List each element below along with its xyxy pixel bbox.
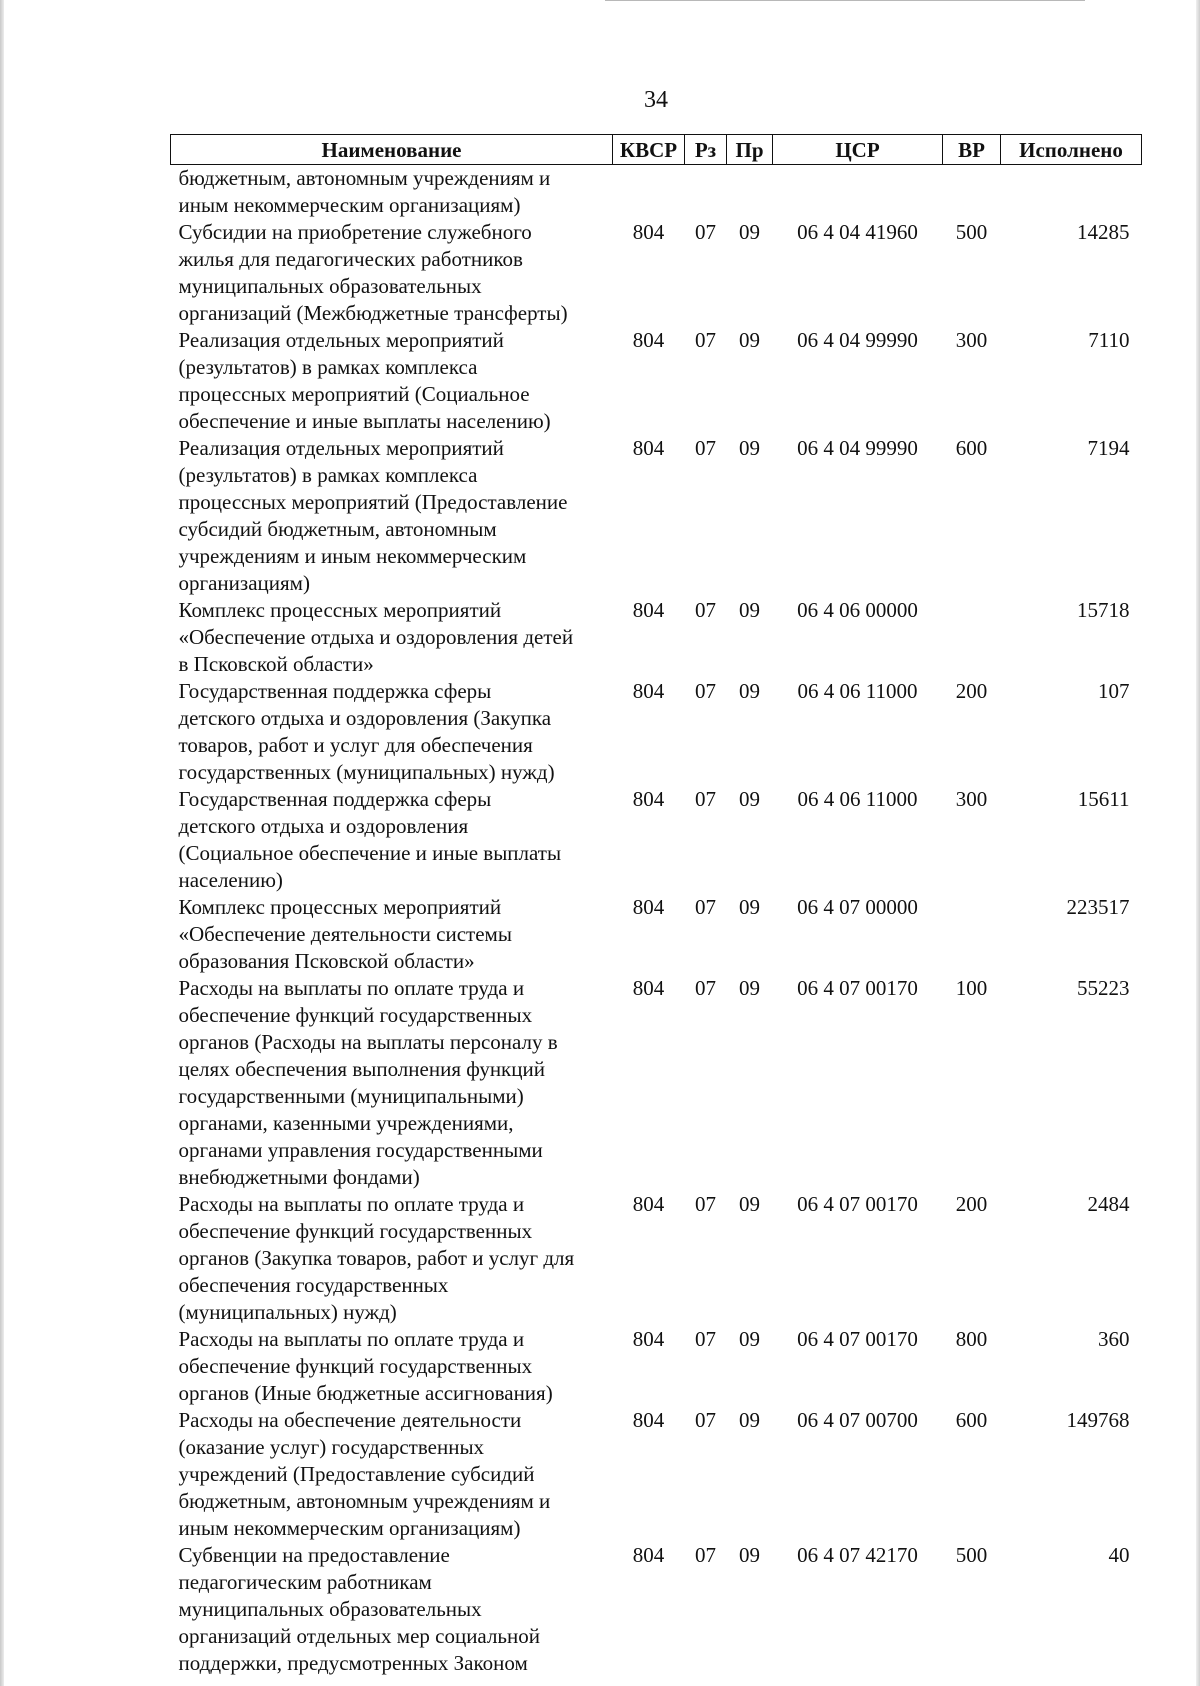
cell-rz: 07 — [695, 1408, 716, 1432]
name-line: жилья для педагогических работников — [178, 247, 523, 271]
name-line: органами управления государственными — [178, 1138, 543, 1162]
scan-top-line — [605, 0, 1085, 1]
scan-edge-left — [0, 0, 4, 1686]
name-line: субсидий бюджетным, автономным — [178, 517, 497, 541]
table-row — [171, 435, 1142, 597]
cell-vr — [943, 597, 1001, 678]
cell-vr — [943, 894, 1001, 975]
table-row — [171, 1407, 1142, 1542]
cell-kvsr: 804 — [632, 328, 665, 352]
name-line: «Обеспечение отдыха и оздоровления детей — [178, 625, 574, 649]
table-row — [171, 786, 1142, 894]
name-line: обеспечения государственных — [178, 1273, 449, 1297]
scan-edge-right — [1196, 0, 1200, 1686]
name-line: (результатов) в рамках комплекса — [178, 463, 478, 487]
cell-name — [171, 975, 613, 1191]
name-line: Расходы на выплаты по оплате труда и — [178, 976, 525, 1000]
name-line: Реализация отдельных мероприятий — [178, 436, 504, 460]
cell-rz: 07 — [695, 1192, 716, 1216]
cell-csr: 06 4 07 00170 — [797, 1327, 918, 1351]
cell-name — [171, 786, 613, 894]
cell-vr: 500 — [955, 220, 988, 244]
name-line: процессных мероприятий (Социальное — [178, 382, 530, 406]
cell-vr: 200 — [955, 679, 988, 703]
table-row — [171, 894, 1142, 975]
cell-rz: 07 — [695, 895, 716, 919]
cell-pr: 09 — [739, 598, 760, 622]
cell-pr: 09 — [739, 1543, 760, 1567]
name-line: учреждений (Предоставление субсидий — [178, 1462, 535, 1486]
cell-kvsr: 804 — [632, 895, 665, 919]
cell-pr: 09 — [739, 787, 760, 811]
cell-csr: 06 4 07 00700 — [797, 1408, 918, 1432]
cell-rz: 07 — [695, 1327, 716, 1351]
name-line: Государственная поддержка сферы — [178, 679, 492, 703]
cell-executed: 40 — [1108, 1543, 1130, 1567]
cell-kvsr: 804 — [632, 598, 665, 622]
cell-executed: 55223 — [1077, 976, 1130, 1000]
cell-pr: 09 — [739, 1192, 760, 1216]
cell-vr — [943, 165, 1001, 220]
name-line: Расходы на выплаты по оплате труда и — [178, 1192, 525, 1216]
cell-name — [171, 1407, 613, 1542]
cell-kvsr: 804 — [632, 1543, 665, 1567]
cell-csr: 06 4 04 99990 — [797, 328, 918, 352]
name-line: органов (Расходы на выплаты персоналу в — [178, 1030, 558, 1054]
name-line: (муниципальных) нужд) — [178, 1300, 397, 1324]
cell-executed: 15718 — [1077, 598, 1130, 622]
header-executed: Исполнено — [1001, 135, 1142, 165]
cell-rz: 07 — [695, 436, 716, 460]
cell-kvsr: 804 — [632, 679, 665, 703]
header-kvsr: КВСР — [613, 135, 685, 165]
name-line: внебюджетными фондами) — [178, 1165, 420, 1189]
cell-rz: 07 — [695, 328, 716, 352]
cell-kvsr: 804 — [632, 1327, 665, 1351]
table-row — [171, 1326, 1142, 1407]
name-line: обеспечение функций государственных — [178, 1219, 533, 1243]
name-line: Комплекс процессных мероприятий — [178, 598, 502, 622]
cell-executed: 360 — [1098, 1327, 1130, 1351]
cell-executed — [1001, 165, 1142, 220]
cell-csr: 06 4 06 11000 — [797, 679, 918, 703]
cell-pr: 09 — [739, 436, 760, 460]
cell-kvsr: 804 — [632, 787, 665, 811]
cell-rz: 07 — [695, 220, 716, 244]
name-line: товаров, работ и услуг для обеспечения — [178, 733, 533, 757]
cell-csr: 06 4 06 00000 — [797, 598, 918, 622]
cell-csr: 06 4 06 11000 — [797, 787, 918, 811]
cell-csr: 06 4 07 00170 — [797, 976, 918, 1000]
cell-vr: 300 — [955, 787, 988, 811]
cell-name — [171, 327, 613, 435]
cell-vr: 600 — [955, 1408, 988, 1432]
cell-rz: 07 — [695, 787, 716, 811]
name-line: Субсидии на приобретение служебного — [178, 220, 532, 244]
name-line: процессных мероприятий (Предоставление — [178, 490, 568, 514]
table-row — [171, 327, 1142, 435]
name-line: (результатов) в рамках комплекса — [178, 355, 478, 379]
cell-pr: 09 — [739, 895, 760, 919]
name-line: детского отдыха и оздоровления (Закупка — [178, 706, 552, 730]
page-number: 34 — [644, 87, 668, 113]
name-line: бюджетным, автономным учреждениям и — [178, 1489, 551, 1513]
cell-pr: 09 — [739, 976, 760, 1000]
name-line: муниципальных образовательных — [178, 1597, 482, 1621]
name-line: обеспечение и иные выплаты населению) — [178, 409, 551, 433]
header-pr: Пр — [727, 135, 773, 165]
cell-rz: 07 — [695, 976, 716, 1000]
budget-execution-table — [170, 134, 1142, 1677]
table-header-row — [171, 135, 1142, 165]
name-line: Комплекс процессных мероприятий — [178, 895, 502, 919]
cell-name — [171, 165, 613, 220]
cell-executed: 7194 — [1087, 436, 1130, 460]
cell-csr: 06 4 04 99990 — [797, 436, 918, 460]
cell-name — [171, 894, 613, 975]
cell-vr: 500 — [955, 1543, 988, 1567]
name-line: муниципальных образовательных — [178, 274, 482, 298]
cell-vr: 200 — [955, 1192, 988, 1216]
name-line: иным некоммерческим организациям) — [178, 193, 521, 217]
name-line: органов (Закупка товаров, работ и услуг для — [178, 1246, 575, 1270]
cell-pr: 09 — [739, 1408, 760, 1432]
cell-executed: 2484 — [1087, 1192, 1130, 1216]
header-rz: Рз — [685, 135, 727, 165]
cell-executed: 223517 — [1066, 895, 1130, 919]
table-row — [171, 975, 1142, 1191]
table-body — [171, 165, 1142, 1678]
header-vr: ВР — [943, 135, 1001, 165]
cell-csr — [773, 165, 943, 220]
table-row — [171, 1542, 1142, 1677]
cell-vr: 800 — [955, 1327, 988, 1351]
cell-name — [171, 435, 613, 597]
name-line: детского отдыха и оздоровления — [178, 814, 469, 838]
name-line: учреждениям и иным некоммерческим — [178, 544, 527, 568]
table-row — [171, 678, 1142, 786]
cell-pr: 09 — [739, 220, 760, 244]
cell-kvsr: 804 — [632, 436, 665, 460]
cell-csr: 06 4 07 42170 — [797, 1543, 918, 1567]
cell-kvsr: 804 — [632, 220, 665, 244]
name-line: организаций (Межбюджетные трансферты) — [178, 301, 568, 325]
name-line: педагогическим работникам — [178, 1570, 432, 1594]
name-line: Реализация отдельных мероприятий — [178, 328, 504, 352]
cell-name — [171, 597, 613, 678]
cell-vr: 100 — [955, 976, 988, 1000]
table-row — [171, 219, 1142, 327]
cell-name — [171, 1191, 613, 1326]
cell-name — [171, 678, 613, 786]
cell-pr — [727, 165, 773, 220]
cell-rz — [685, 165, 727, 220]
name-line: иным некоммерческим организациям) — [178, 1516, 521, 1540]
name-line: бюджетным, автономным учреждениям и — [178, 166, 551, 190]
cell-vr: 600 — [955, 436, 988, 460]
cell-pr: 09 — [739, 328, 760, 352]
table-row — [171, 1191, 1142, 1326]
cell-csr: 06 4 07 00170 — [797, 1192, 918, 1216]
cell-pr: 09 — [739, 679, 760, 703]
name-line: обеспечение функций государственных — [178, 1003, 533, 1027]
cell-executed: 107 — [1098, 679, 1130, 703]
name-line: органами, казенными учреждениями, — [178, 1111, 514, 1135]
cell-rz: 07 — [695, 598, 716, 622]
name-line: населению) — [178, 868, 283, 892]
cell-name — [171, 219, 613, 327]
cell-executed: 7110 — [1088, 328, 1130, 352]
name-line: Государственная поддержка сферы — [178, 787, 492, 811]
cell-kvsr: 804 — [632, 1408, 665, 1432]
header-name: Наименование — [171, 135, 613, 165]
name-line: органов (Иные бюджетные ассигнования) — [178, 1381, 553, 1405]
cell-rz: 07 — [695, 679, 716, 703]
cell-name — [171, 1326, 613, 1407]
name-line: государственными (муниципальными) — [178, 1084, 524, 1108]
cell-csr: 06 4 07 00000 — [797, 895, 918, 919]
cell-csr: 06 4 04 41960 — [797, 220, 918, 244]
name-line: целях обеспечения выполнения функций — [178, 1057, 545, 1081]
cell-pr: 09 — [739, 1327, 760, 1351]
name-line: (Социальное обеспечение и иные выплаты — [178, 841, 562, 865]
table-row — [171, 165, 1142, 220]
cell-executed: 15611 — [1077, 787, 1130, 811]
name-line: Расходы на обеспечение деятельности — [178, 1408, 522, 1432]
name-line: (оказание услуг) государственных — [178, 1435, 485, 1459]
header-csr: ЦСР — [773, 135, 943, 165]
name-line: государственных (муниципальных) нужд) — [178, 760, 555, 784]
cell-executed: 14285 — [1077, 220, 1130, 244]
name-line: обеспечение функций государственных — [178, 1354, 533, 1378]
table-row — [171, 597, 1142, 678]
cell-kvsr: 804 — [632, 976, 665, 1000]
name-line: организациям) — [178, 571, 310, 595]
name-line: образования Псковской области» — [178, 949, 475, 973]
cell-name — [171, 1542, 613, 1677]
name-line: Расходы на выплаты по оплате труда и — [178, 1327, 525, 1351]
name-line: в Псковской области» — [178, 652, 374, 676]
name-line: «Обеспечение деятельности системы — [178, 922, 512, 946]
cell-kvsr: 804 — [632, 1192, 665, 1216]
cell-executed: 149768 — [1066, 1408, 1130, 1432]
name-line: поддержки, предусмотренных Законом — [178, 1651, 528, 1675]
cell-rz: 07 — [695, 1543, 716, 1567]
cell-kvsr — [613, 165, 685, 220]
name-line: организаций отдельных мер социальной — [178, 1624, 540, 1648]
cell-vr: 300 — [955, 328, 988, 352]
name-line: Субвенции на предоставление — [178, 1543, 450, 1567]
